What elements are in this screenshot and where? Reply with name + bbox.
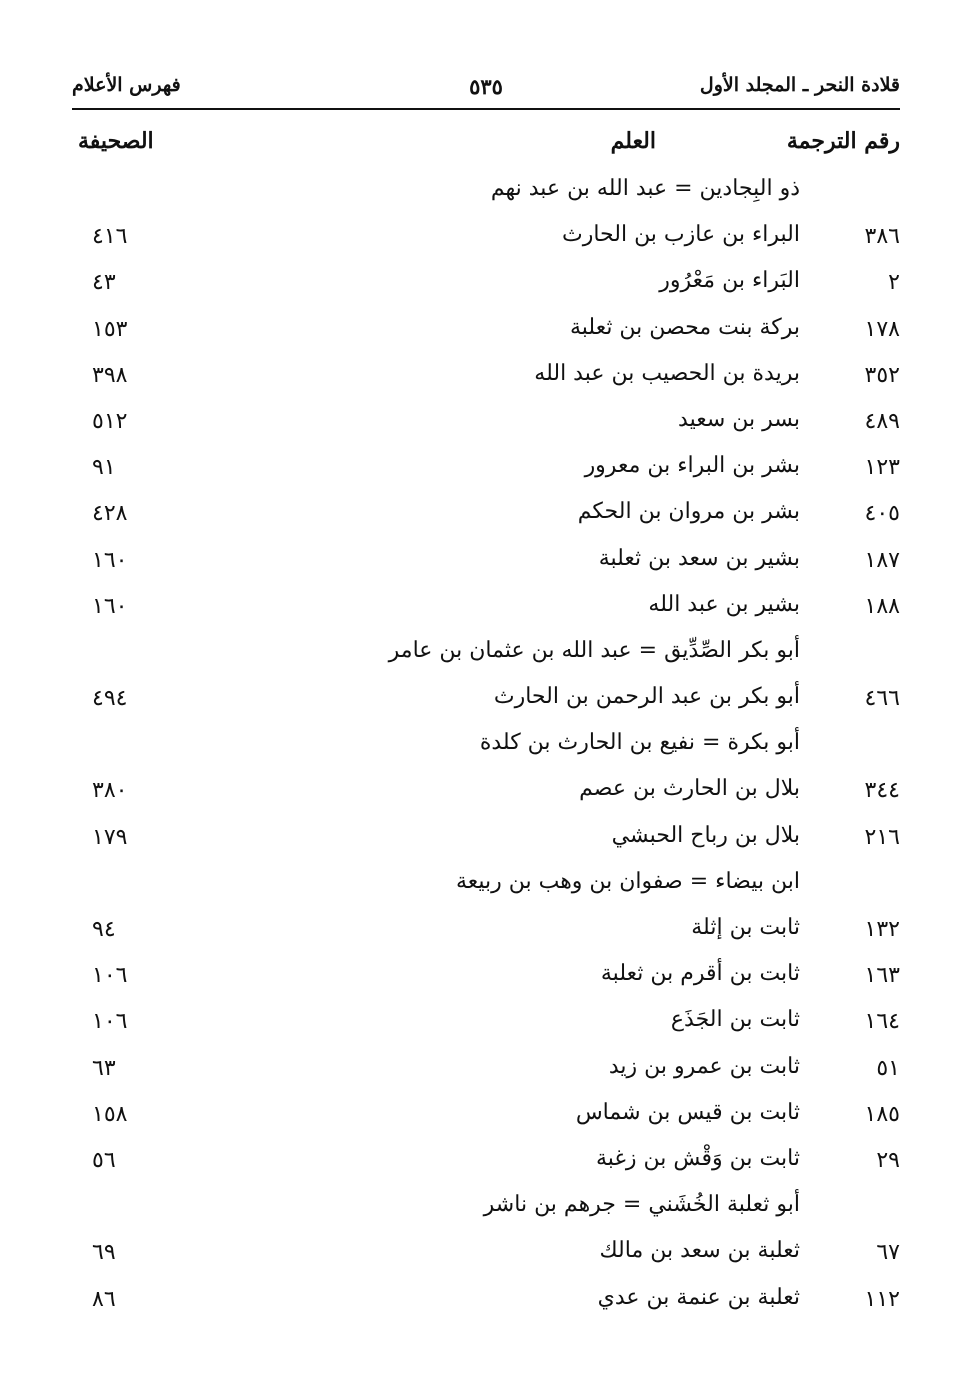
- entry-page: ٣٩٨: [92, 362, 128, 388]
- index-entries: [0, 170, 956, 1325]
- index-entry: [0, 817, 956, 863]
- entry-page: ٩١: [92, 455, 116, 481]
- entry-page: ١٠٦: [92, 963, 128, 989]
- entry-number: ١٨٧: [864, 547, 900, 573]
- entry-number: ٤٨٩: [864, 408, 900, 434]
- entry-page: ٦٣: [92, 1055, 116, 1081]
- entry-name: بلال بن رباح الحبشي: [611, 822, 800, 848]
- index-entry: [0, 1048, 956, 1094]
- entry-name: أبو بكر بن عبد الرحمن بن الحارث: [493, 684, 800, 710]
- cross-reference-entry: [0, 863, 956, 909]
- entry-name: أبو بكر الصِّدِّيق = عبد الله بن عثمان بن عامر: [388, 637, 800, 663]
- entry-number: ٦٧: [876, 1240, 900, 1266]
- index-entry: [0, 493, 956, 539]
- index-entry: [0, 678, 956, 724]
- entry-page: ١٠٦: [92, 1009, 128, 1035]
- entry-page: ٦٩: [92, 1240, 116, 1266]
- entry-number: ١٢٣: [864, 455, 900, 481]
- entry-number: ١٣٢: [864, 917, 900, 942]
- entry-name: بشير بن عبد الله: [648, 591, 800, 617]
- cross-reference-entry: [0, 724, 956, 770]
- entry-number: ١٦٣: [864, 963, 900, 989]
- cross-reference-entry: [0, 1186, 956, 1232]
- cross-reference-entry: [0, 632, 956, 678]
- entry-number: ١٨٨: [864, 593, 900, 619]
- entry-name: بلال بن الحارث بن عصم: [579, 776, 800, 802]
- entry-number: ٤٦٦: [864, 686, 900, 712]
- index-entry: [0, 1001, 956, 1047]
- entry-name: ثعلبة بن عنمة بن عدي: [597, 1284, 800, 1310]
- index-entry: [0, 1232, 956, 1278]
- running-header: [72, 74, 900, 108]
- entry-number: ٢٩: [876, 1147, 900, 1173]
- entry-page: ٤٢٨: [92, 501, 128, 527]
- entry-number: ١٧٨: [864, 316, 900, 342]
- entry-number: ١٨٥: [864, 1101, 900, 1127]
- index-entry: [0, 1279, 956, 1325]
- entry-name: بسر بن سعيد: [678, 406, 800, 432]
- entry-number: ٣٥٢: [864, 362, 900, 388]
- entry-name: ثابت بن وَقْش بن زغبة: [595, 1145, 800, 1171]
- entry-number: ٣٤٤: [864, 778, 900, 804]
- entry-page: ٤١٦: [92, 224, 128, 250]
- entry-name: البراء بن عازب بن الحارث: [562, 222, 800, 248]
- index-entry: [0, 1140, 956, 1186]
- entry-name: ثابت بن قيس بن شماس: [575, 1099, 800, 1125]
- index-entry: [0, 355, 956, 401]
- index-entry: [0, 540, 956, 586]
- entry-number: ٢١٦: [864, 824, 900, 850]
- index-entry: [0, 955, 956, 1001]
- entry-name: ثابت بن إثلة: [691, 915, 800, 940]
- entry-name: ثعلبة بن سعد بن مالك: [599, 1238, 800, 1264]
- entry-name: بركة بنت محصن بن ثعلبة: [569, 314, 800, 340]
- entry-name: بشر بن البراء بن معرور: [584, 453, 800, 479]
- entry-number: ١٦٤: [864, 1009, 900, 1035]
- header-rule: [72, 108, 900, 110]
- index-entry: [0, 309, 956, 355]
- entry-name: ابن بيضاء = صفوان بن وهب بن ربيعة: [455, 868, 800, 894]
- entry-name: بشر بن مروان بن الحكم: [577, 499, 800, 525]
- index-entry: [0, 262, 956, 308]
- entry-page: ١٥٨: [92, 1101, 128, 1127]
- index-entry: [0, 586, 956, 632]
- column-header-sahifa: الصحيفة: [78, 128, 154, 154]
- entry-page: ١٧٩: [92, 824, 128, 850]
- entry-page: ٣٨٠: [92, 778, 128, 804]
- entry-page: ٥٦: [92, 1147, 116, 1173]
- entry-number: ٣٨٦: [864, 224, 900, 250]
- entry-page: ٤٩٤: [92, 686, 128, 712]
- column-header-alam: العلم: [610, 128, 656, 154]
- index-entry: [0, 770, 956, 816]
- entry-page: ٩٤: [92, 917, 116, 942]
- entry-number: ٤٠٥: [864, 501, 900, 527]
- entry-number: ٢: [888, 270, 900, 296]
- entry-name: أبو بكرة = نفيع بن الحارث بن كلدة: [479, 730, 800, 756]
- page-number: ٥٣٥: [469, 74, 503, 99]
- cross-reference-entry: [0, 170, 956, 216]
- entry-page: ١٦٠: [92, 547, 128, 573]
- index-entry: [0, 216, 956, 262]
- entry-page: ٥١٢: [92, 408, 128, 434]
- column-header-tarjama: رقم الترجمة: [786, 128, 900, 154]
- entry-name: ثابت بن عمرو بن زيد: [608, 1053, 800, 1079]
- entry-name: ذو البِجادين = عبد الله بن عبد نهم: [490, 176, 800, 201]
- entry-page: ٨٦: [92, 1286, 116, 1312]
- entry-page: ١٦٠: [92, 593, 128, 619]
- index-entry: [0, 447, 956, 493]
- index-entry: [0, 909, 956, 955]
- entry-name: أبو ثعلبة الخُشَني = جرهم بن ناشر: [483, 1192, 800, 1218]
- entry-page: ١٥٣: [92, 316, 128, 342]
- entry-name: البَراء بن مَعْرُور: [659, 268, 800, 294]
- entry-name: بشير بن سعد بن ثعلبة: [598, 545, 800, 571]
- entry-name: ثابت بن الجَذَع: [670, 1007, 800, 1033]
- entry-name: ثابت بن أقرم بن ثعلبة: [600, 961, 800, 987]
- entry-number: ٥١: [876, 1055, 900, 1081]
- entry-page: ٤٣: [92, 270, 116, 296]
- index-entry: [0, 401, 956, 447]
- section-title: فهرس الأعلام: [72, 74, 181, 96]
- entry-number: ١١٢: [864, 1286, 900, 1312]
- index-entry: [0, 1094, 956, 1140]
- entry-name: بريدة بن الحصيب بن عبد الله: [534, 360, 800, 386]
- book-title: قلادة النحر ـ المجلد الأول: [699, 74, 900, 96]
